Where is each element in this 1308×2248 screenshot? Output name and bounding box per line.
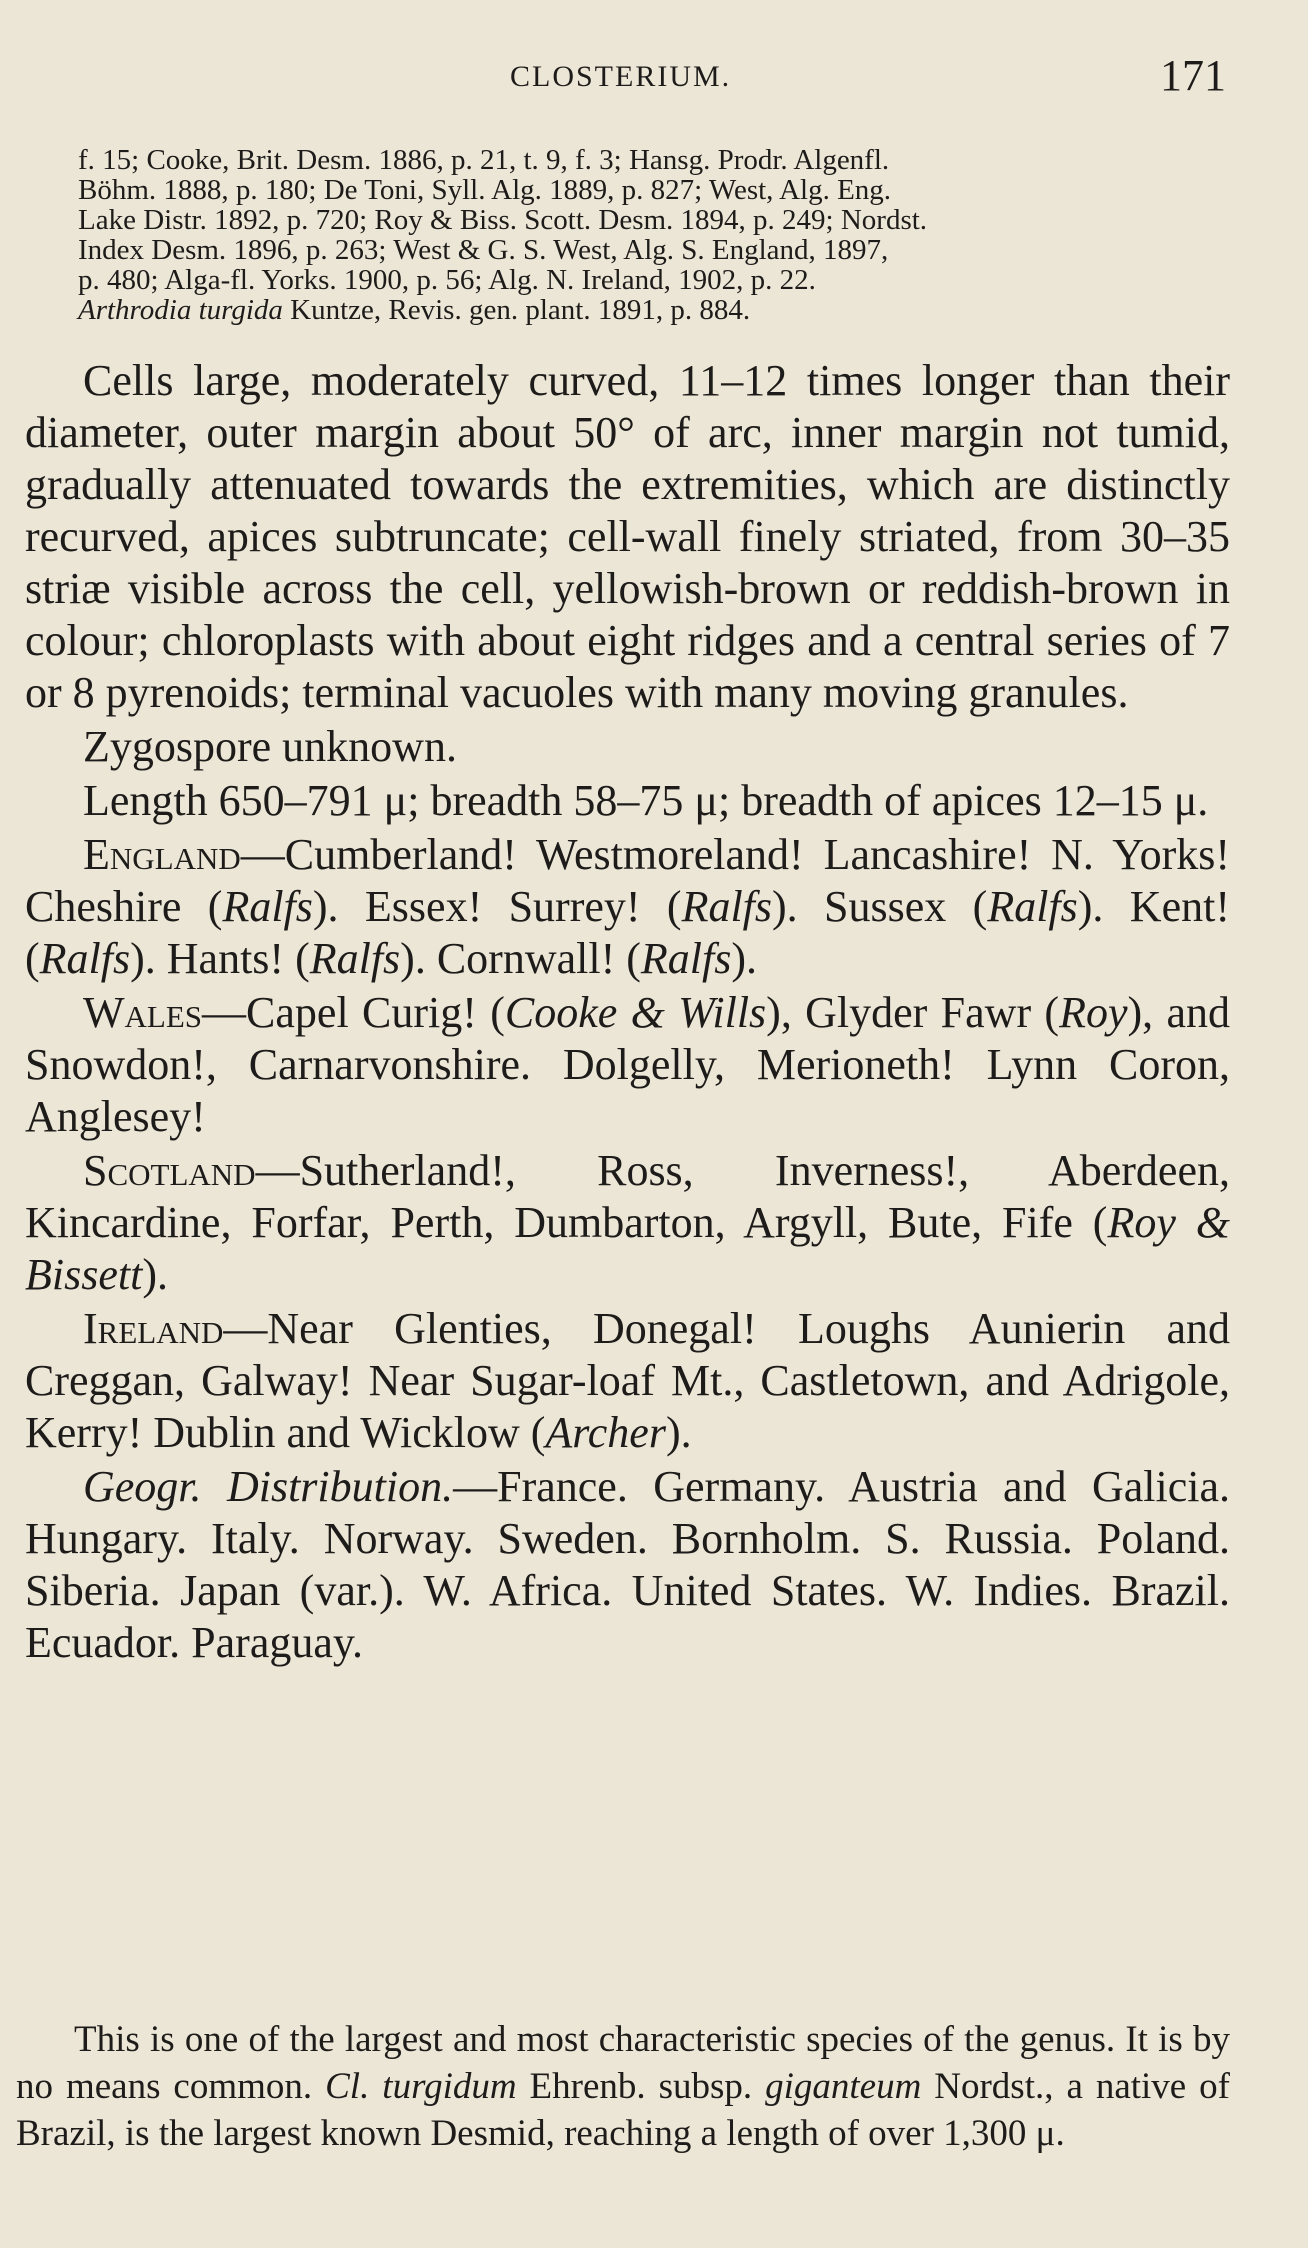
reference-line: Böhm. 1888, p. 180; De Toni, Syll. Alg. 1889, p. 827; West, Alg. Eng. xyxy=(78,174,892,206)
distribution-paragraph: Geogr. Distribution.—France. Germany. Austria and Galicia. Hungary. Italy. Norway. Sweden. Bornholm. S. Russia. Poland. Siberia. Japan (var.). W. Africa. United States. W. Indies. Brazil. Ecuador. Paraguay. xyxy=(25,1462,1230,1667)
reference-line: Lake Distr. 1892, p. 720; Roy & Biss. Scott. Desm. 1894, p. 249; Nordst. xyxy=(78,204,928,236)
england-paragraph: England—Cumberland! Westmoreland! Lancashire! N. Yorks! Cheshire (Ralfs). Essex! Surrey! (Ralfs). Sussex (Ralfs). Kent! (Ralfs). Hants! (Ralfs). Cornwall! (Ralfs). xyxy=(25,830,1230,983)
note-paragraph: This is one of the largest and most characteristic species of the genus. It is by no means common. Cl. turgidum Ehrenb. subsp. giganteum Nordst., a native of Brazil, is the largest known Desmid, reaching a length of over 1,300 μ. xyxy=(16,2019,1230,2154)
ireland-label: Ireland xyxy=(83,1304,224,1353)
references-block xyxy=(78,145,1238,325)
wales-label: Wales xyxy=(83,988,203,1037)
reference-line: p. 480; Alga-fl. Yorks. 1900, p. 56; Alg. N. Ireland, 1902, p. 22. xyxy=(78,264,816,296)
synonym-citation: Kuntze, Revis. gen. plant. 1891, p. 884. xyxy=(282,294,751,326)
page-number: 171 xyxy=(1160,51,1226,100)
description-paragraph: Cells large, moderately curved, 11–12 times longer than their diameter, outer margin about 50° of arc, inner margin not tumid, gradually attenuated towards the extremities, which are distinctly recurved, apices subtruncate; cell-wall finely striated, from 30–35 striæ visible across the cell, yellowish-brown or reddish-brown in colour; chloroplasts with about eight ridges and a central series of 7 or 8 pyrenoids; terminal vacuoles with many moving granules. xyxy=(25,356,1230,717)
ireland-paragraph: Ireland—Near Glenties, Donegal! Loughs Aunierin and Creggan, Galway! Near Sugar-loaf Mt., Castletown, and Adrigole, Kerry! Dublin and Wicklow (Archer). xyxy=(25,1304,1230,1457)
zygospore-paragraph: Zygospore unknown. xyxy=(83,722,457,771)
wales-paragraph: Wales—Capel Curig! (Cooke & Wills), Glyder Fawr (Roy), and Snowdon!, Carnarvonshire. Dolgelly, Merioneth! Lynn Coron, Anglesey! xyxy=(25,988,1230,1141)
reference-line: f. 15; Cooke, Brit. Desm. 1886, p. 21, t. 9, f. 3; Hansg. Prodr. Algenfl. xyxy=(78,144,890,176)
measurements-paragraph: Length 650–791 μ; breadth 58–75 μ; breadth of apices 12–15 μ. xyxy=(83,776,1209,825)
running-title: CLOSTERIUM. xyxy=(510,60,732,93)
scotland-label: Scotland xyxy=(83,1146,256,1195)
england-label: England xyxy=(83,830,241,879)
closing-note xyxy=(16,2016,1230,2157)
main-text xyxy=(25,355,1230,1669)
reference-line: Index Desm. 1896, p. 263; West & G. S. West, Alg. S. England, 1897, xyxy=(78,234,889,266)
page-header xyxy=(0,40,1308,110)
reference-line xyxy=(78,295,1238,325)
synonym-name: Arthrodia turgida xyxy=(78,294,283,326)
scotland-paragraph: Scotland—Sutherland!, Ross, Inverness!, Aberdeen, Kincardine, Forfar, Perth, Dumbarton, Argyll, Bute, Fife (Roy & Bissett). xyxy=(25,1146,1230,1299)
distribution-label: Geogr. Distribution. xyxy=(83,1462,454,1511)
